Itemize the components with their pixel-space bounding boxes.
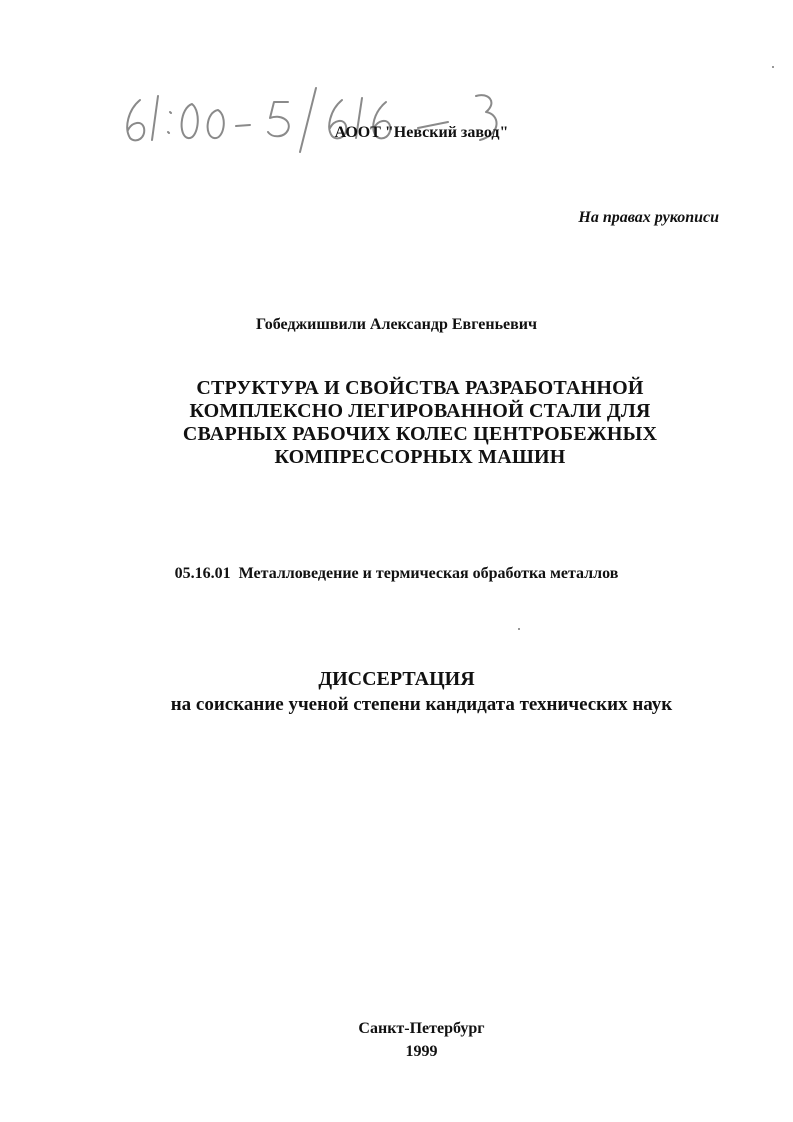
title-line: КОМПРЕССОРНЫХ МАШИН xyxy=(274,446,566,468)
author-name: Гобеджишвили Александр Евгеньевич xyxy=(255,316,538,333)
handwritten-catalog-number xyxy=(118,82,538,162)
rights-notice: На правах рукописи xyxy=(578,209,719,226)
dissertation-title xyxy=(100,377,740,469)
organization-name: АООТ "Невский завод" xyxy=(334,124,509,141)
dissertation-subtitle: на соискание ученой степени кандидата технических наук xyxy=(170,694,673,715)
city: Санкт-Петербург xyxy=(358,1020,485,1037)
specialty-name: Металловедение и термическая обработка металлов xyxy=(238,565,619,582)
year: 1999 xyxy=(405,1043,438,1060)
specialty xyxy=(0,565,793,583)
dissertation-heading: ДИССЕРТАЦИЯ xyxy=(318,668,475,690)
title-line: СВАРНЫХ РАБОЧИХ КОЛЕС ЦЕНТРОБЕЖНЫХ xyxy=(182,423,658,445)
scan-speck xyxy=(518,628,520,630)
title-line: КОМПЛЕКСНО ЛЕГИРОВАННОЙ СТАЛИ ДЛЯ xyxy=(189,400,651,422)
title-line: СТРУКТУРА И СВОЙСТВА РАЗРАБОТАННОЙ xyxy=(196,377,644,399)
scan-speck xyxy=(772,66,774,68)
specialty-code: 05.16.01 xyxy=(174,565,231,582)
